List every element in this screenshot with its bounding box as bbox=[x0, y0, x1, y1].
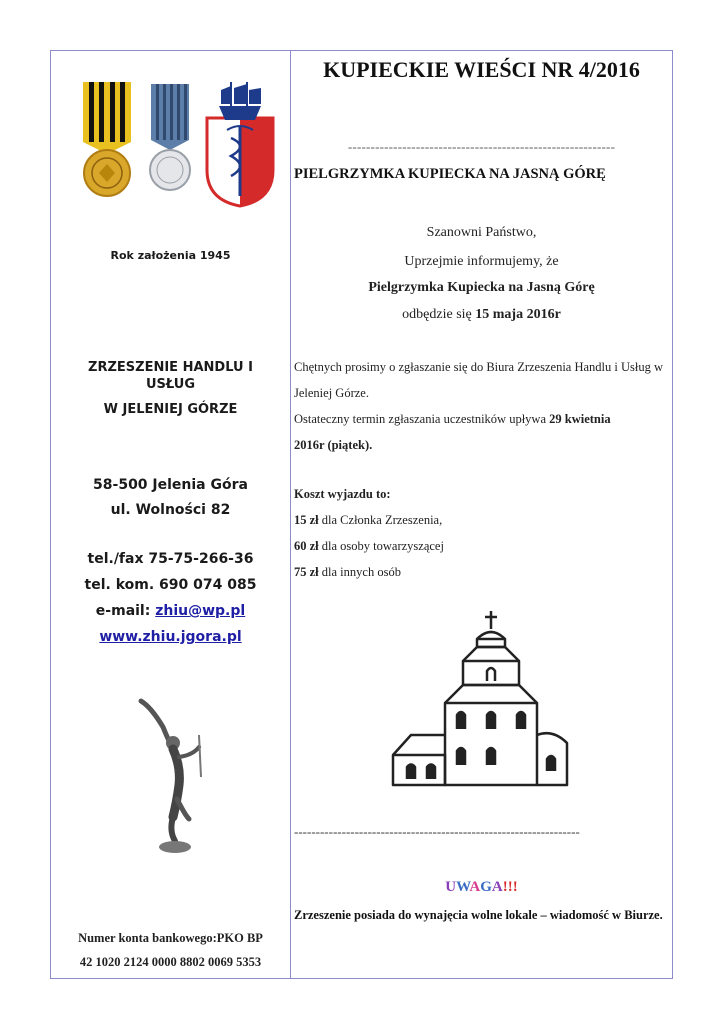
address-line1: 58-500 Jelenia Góra bbox=[93, 477, 248, 493]
dash-separator-bottom: ------------------------------------------------------------------ bbox=[294, 824, 580, 839]
dash-separator-top: ----------------------------------------------------------- bbox=[347, 139, 616, 154]
cost-amount: 15 zł bbox=[294, 513, 319, 527]
bank-account: 42 1020 2124 0000 8802 0069 5353 bbox=[79, 955, 262, 969]
email-label: e-mail: bbox=[95, 603, 156, 619]
cost-row-member bbox=[294, 507, 670, 533]
gold-medal-icon bbox=[83, 82, 131, 196]
deadline-year: 2016r (piątek). bbox=[294, 438, 373, 452]
cost-desc: dla osoby towarzyszącej bbox=[318, 539, 444, 553]
email-link[interactable]: zhiu@wp.pl bbox=[155, 603, 246, 619]
event-name: Pielgrzymka Kupiecka na Jasną Górę bbox=[368, 280, 595, 295]
silver-medal-icon bbox=[150, 84, 190, 190]
org-name-line3: W JELENIEJ GÓRZE bbox=[103, 402, 238, 417]
greeting: Szanowni Państwo, bbox=[426, 225, 537, 240]
church-drawing bbox=[389, 609, 571, 787]
date-prefix: odbędzie się bbox=[402, 307, 476, 322]
uwaga-letter: G bbox=[480, 879, 492, 895]
phone-fax: tel./fax 75-75-266-36 bbox=[87, 551, 254, 567]
org-name-line2: USŁUG bbox=[145, 377, 196, 392]
deadline-date: 29 kwietnia bbox=[549, 412, 611, 426]
event-date-line bbox=[291, 307, 672, 323]
signup-paragraph bbox=[294, 354, 670, 458]
right-column bbox=[291, 51, 672, 978]
phone-mobile: tel. kom. 690 074 085 bbox=[84, 577, 257, 593]
headline: PIELGRZYMKA KUPIECKA NA JASNĄ GÓRĘ bbox=[294, 166, 606, 182]
cost-label: Koszt wyjazdu to: bbox=[294, 487, 391, 501]
inform-line: Uprzejmie informujemy, że bbox=[404, 254, 559, 269]
contact-block bbox=[51, 546, 290, 650]
uwaga-heading bbox=[291, 879, 672, 896]
cost-desc: dla Członka Zrzeszenia, bbox=[318, 513, 443, 527]
bank-label: Numer konta bankowego:PKO BP bbox=[78, 931, 263, 945]
rental-notice: Zrzeszenie posiada do wynajęcia wolne lokale – wiadomość w Biurze. bbox=[294, 908, 663, 922]
deadline-prefix: Ostateczny termin zgłaszania uczestników upływa bbox=[294, 412, 550, 426]
cost-amount: 60 zł bbox=[294, 539, 319, 553]
mercury-statue bbox=[133, 697, 209, 859]
email-row bbox=[51, 598, 290, 624]
ship-caduceus-emblem bbox=[207, 82, 273, 206]
uwaga-letter: U bbox=[445, 879, 457, 895]
left-column bbox=[51, 51, 290, 978]
website-link[interactable]: www.zhiu.jgora.pl bbox=[99, 629, 242, 645]
cost-desc: dla innych osób bbox=[318, 565, 401, 579]
org-name-line1: ZRZESZENIE HANDLU I bbox=[88, 360, 253, 375]
uwaga-letter: A bbox=[469, 879, 481, 895]
uwaga-letter: W bbox=[456, 879, 470, 895]
address-line2: ul. Wolności 82 bbox=[110, 502, 231, 518]
cost-row-companion bbox=[294, 533, 670, 559]
event-date: 15 maja 2016r bbox=[475, 307, 561, 322]
medals-and-emblem bbox=[79, 78, 279, 208]
address bbox=[51, 473, 290, 523]
cost-block bbox=[294, 481, 670, 585]
org-name bbox=[51, 359, 290, 418]
newsletter-title: KUPIECKIE WIEŚCI NR 4/2016 bbox=[323, 57, 640, 82]
cost-amount: 75 zł bbox=[294, 565, 319, 579]
founded-year: Rok założenia 1945 bbox=[110, 249, 231, 262]
signup-text: Chętnych prosimy o zgłaszanie się do Biura Zrzeszenia Handlu i Usług w Jeleniej Górze. bbox=[294, 360, 664, 400]
cost-row-others bbox=[294, 559, 670, 585]
uwaga-letter: A bbox=[491, 879, 503, 895]
uwaga-exclamation: !!! bbox=[502, 879, 518, 895]
